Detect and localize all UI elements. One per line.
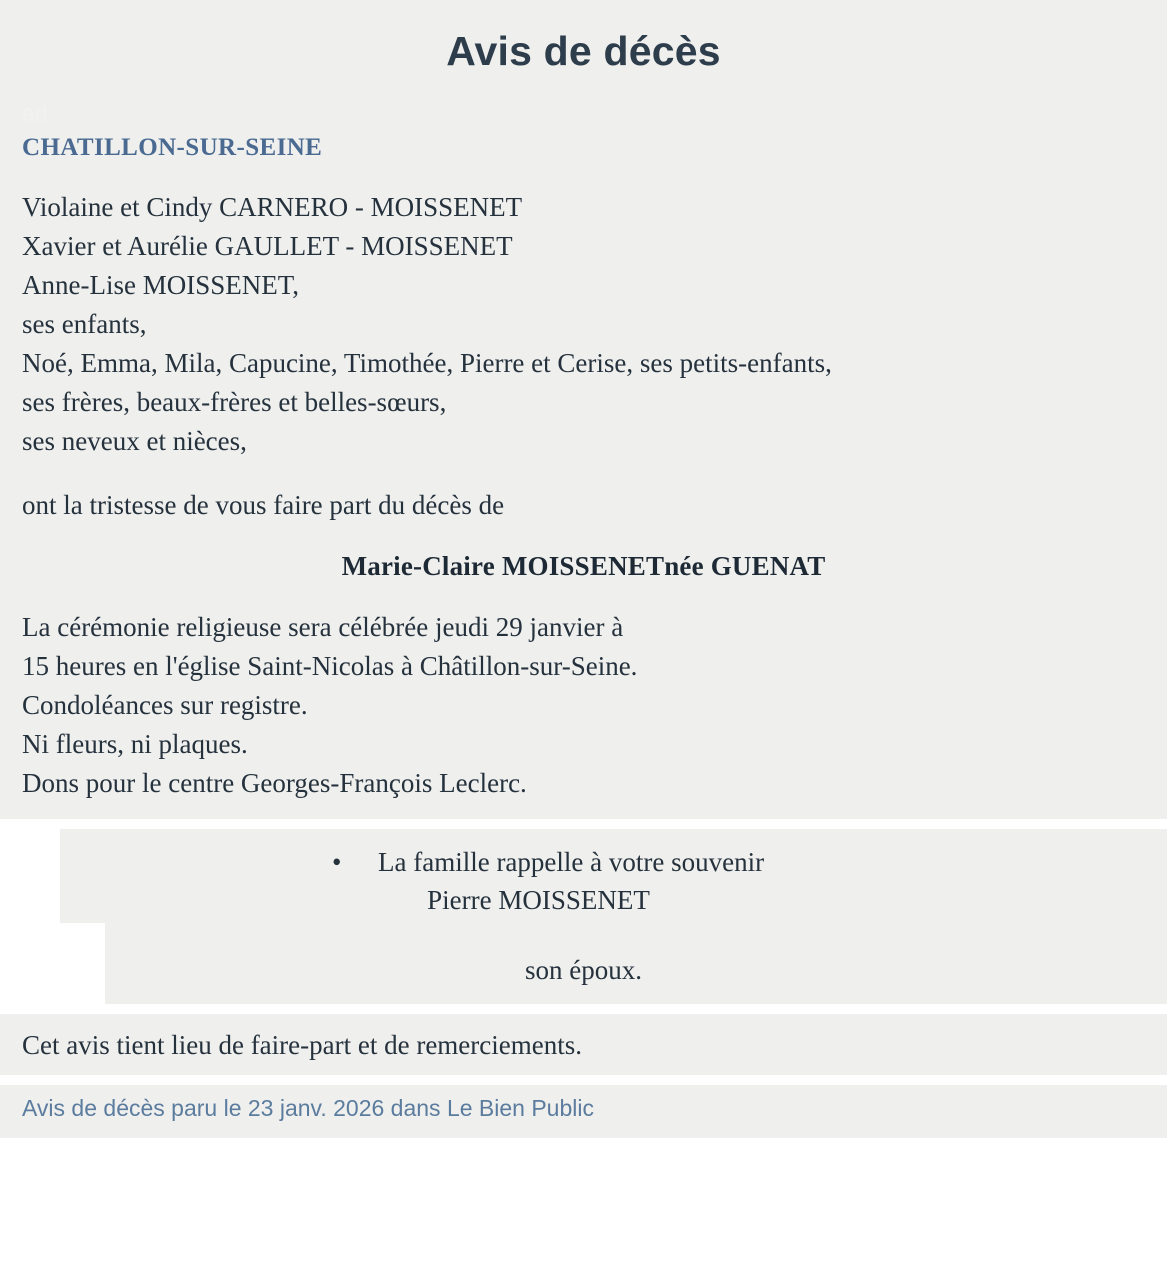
announcement-text: ont la tristesse de vous faire part du décès de bbox=[0, 486, 1167, 525]
ceremony-line: Ni fleurs, ni plaques. bbox=[22, 728, 248, 759]
family-line: ses frères, beaux-frères et belles-sœurs, bbox=[22, 386, 447, 417]
spacer bbox=[0, 819, 1167, 829]
remembrance-name: Pierre MOISSENET bbox=[427, 885, 650, 915]
family-line: Xavier et Aurélie GAULLET - MOISSENET bbox=[22, 231, 513, 262]
remembrance-block bbox=[0, 829, 1167, 1005]
family-line: Violaine et Cindy CARNERO - MOISSENET bbox=[22, 192, 523, 223]
ceremony-line: Condoléances sur registre. bbox=[22, 690, 308, 721]
ceremony-line: Dons pour le centre Georges-François Leclerc. bbox=[22, 767, 527, 798]
closing-text: Cet avis tient lieu de faire-part et de remerciements. bbox=[0, 1014, 1167, 1075]
ad-marker: ad bbox=[0, 101, 1167, 128]
deceased-name: Marie-Claire MOISSENETnée GUENAT bbox=[0, 525, 1167, 582]
spacer bbox=[0, 162, 1167, 188]
spacer bbox=[0, 1075, 1167, 1085]
family-line: Noé, Emma, Mila, Capucine, Timothée, Pierre et Cerise, ses petits-enfants, bbox=[22, 347, 832, 378]
source-line: Avis de décès paru le 23 janv. 2026 dans Le Bien Public bbox=[0, 1085, 1167, 1138]
spacer bbox=[0, 1004, 1167, 1014]
family-line: ses enfants, bbox=[22, 308, 147, 339]
family-line: ses neveux et nièces, bbox=[22, 425, 247, 456]
family-list bbox=[0, 188, 1167, 460]
locality-heading: CHATILLON-SUR-SEINE bbox=[0, 128, 1167, 162]
page-title: Avis de décès bbox=[0, 0, 1167, 101]
family-line: Anne-Lise MOISSENET, bbox=[22, 270, 299, 301]
spacer bbox=[105, 923, 1167, 955]
remembrance-relation: son époux. bbox=[525, 955, 642, 986]
ceremony-line: La cérémonie religieuse sera célébrée jeudi 29 janvier à bbox=[22, 612, 624, 643]
spacer bbox=[0, 460, 1167, 486]
ceremony-details bbox=[0, 582, 1167, 818]
remembrance-bottom bbox=[105, 923, 1167, 1004]
remembrance-intro bbox=[60, 843, 1167, 881]
ceremony-line: 15 heures en l'église Saint-Nicolas à Châtillon-sur-Seine. bbox=[22, 651, 638, 682]
footer-space bbox=[0, 1138, 1167, 1218]
remembrance-top bbox=[60, 829, 1167, 924]
remembrance-intro-text: La famille rappelle à votre souvenir bbox=[378, 846, 765, 877]
